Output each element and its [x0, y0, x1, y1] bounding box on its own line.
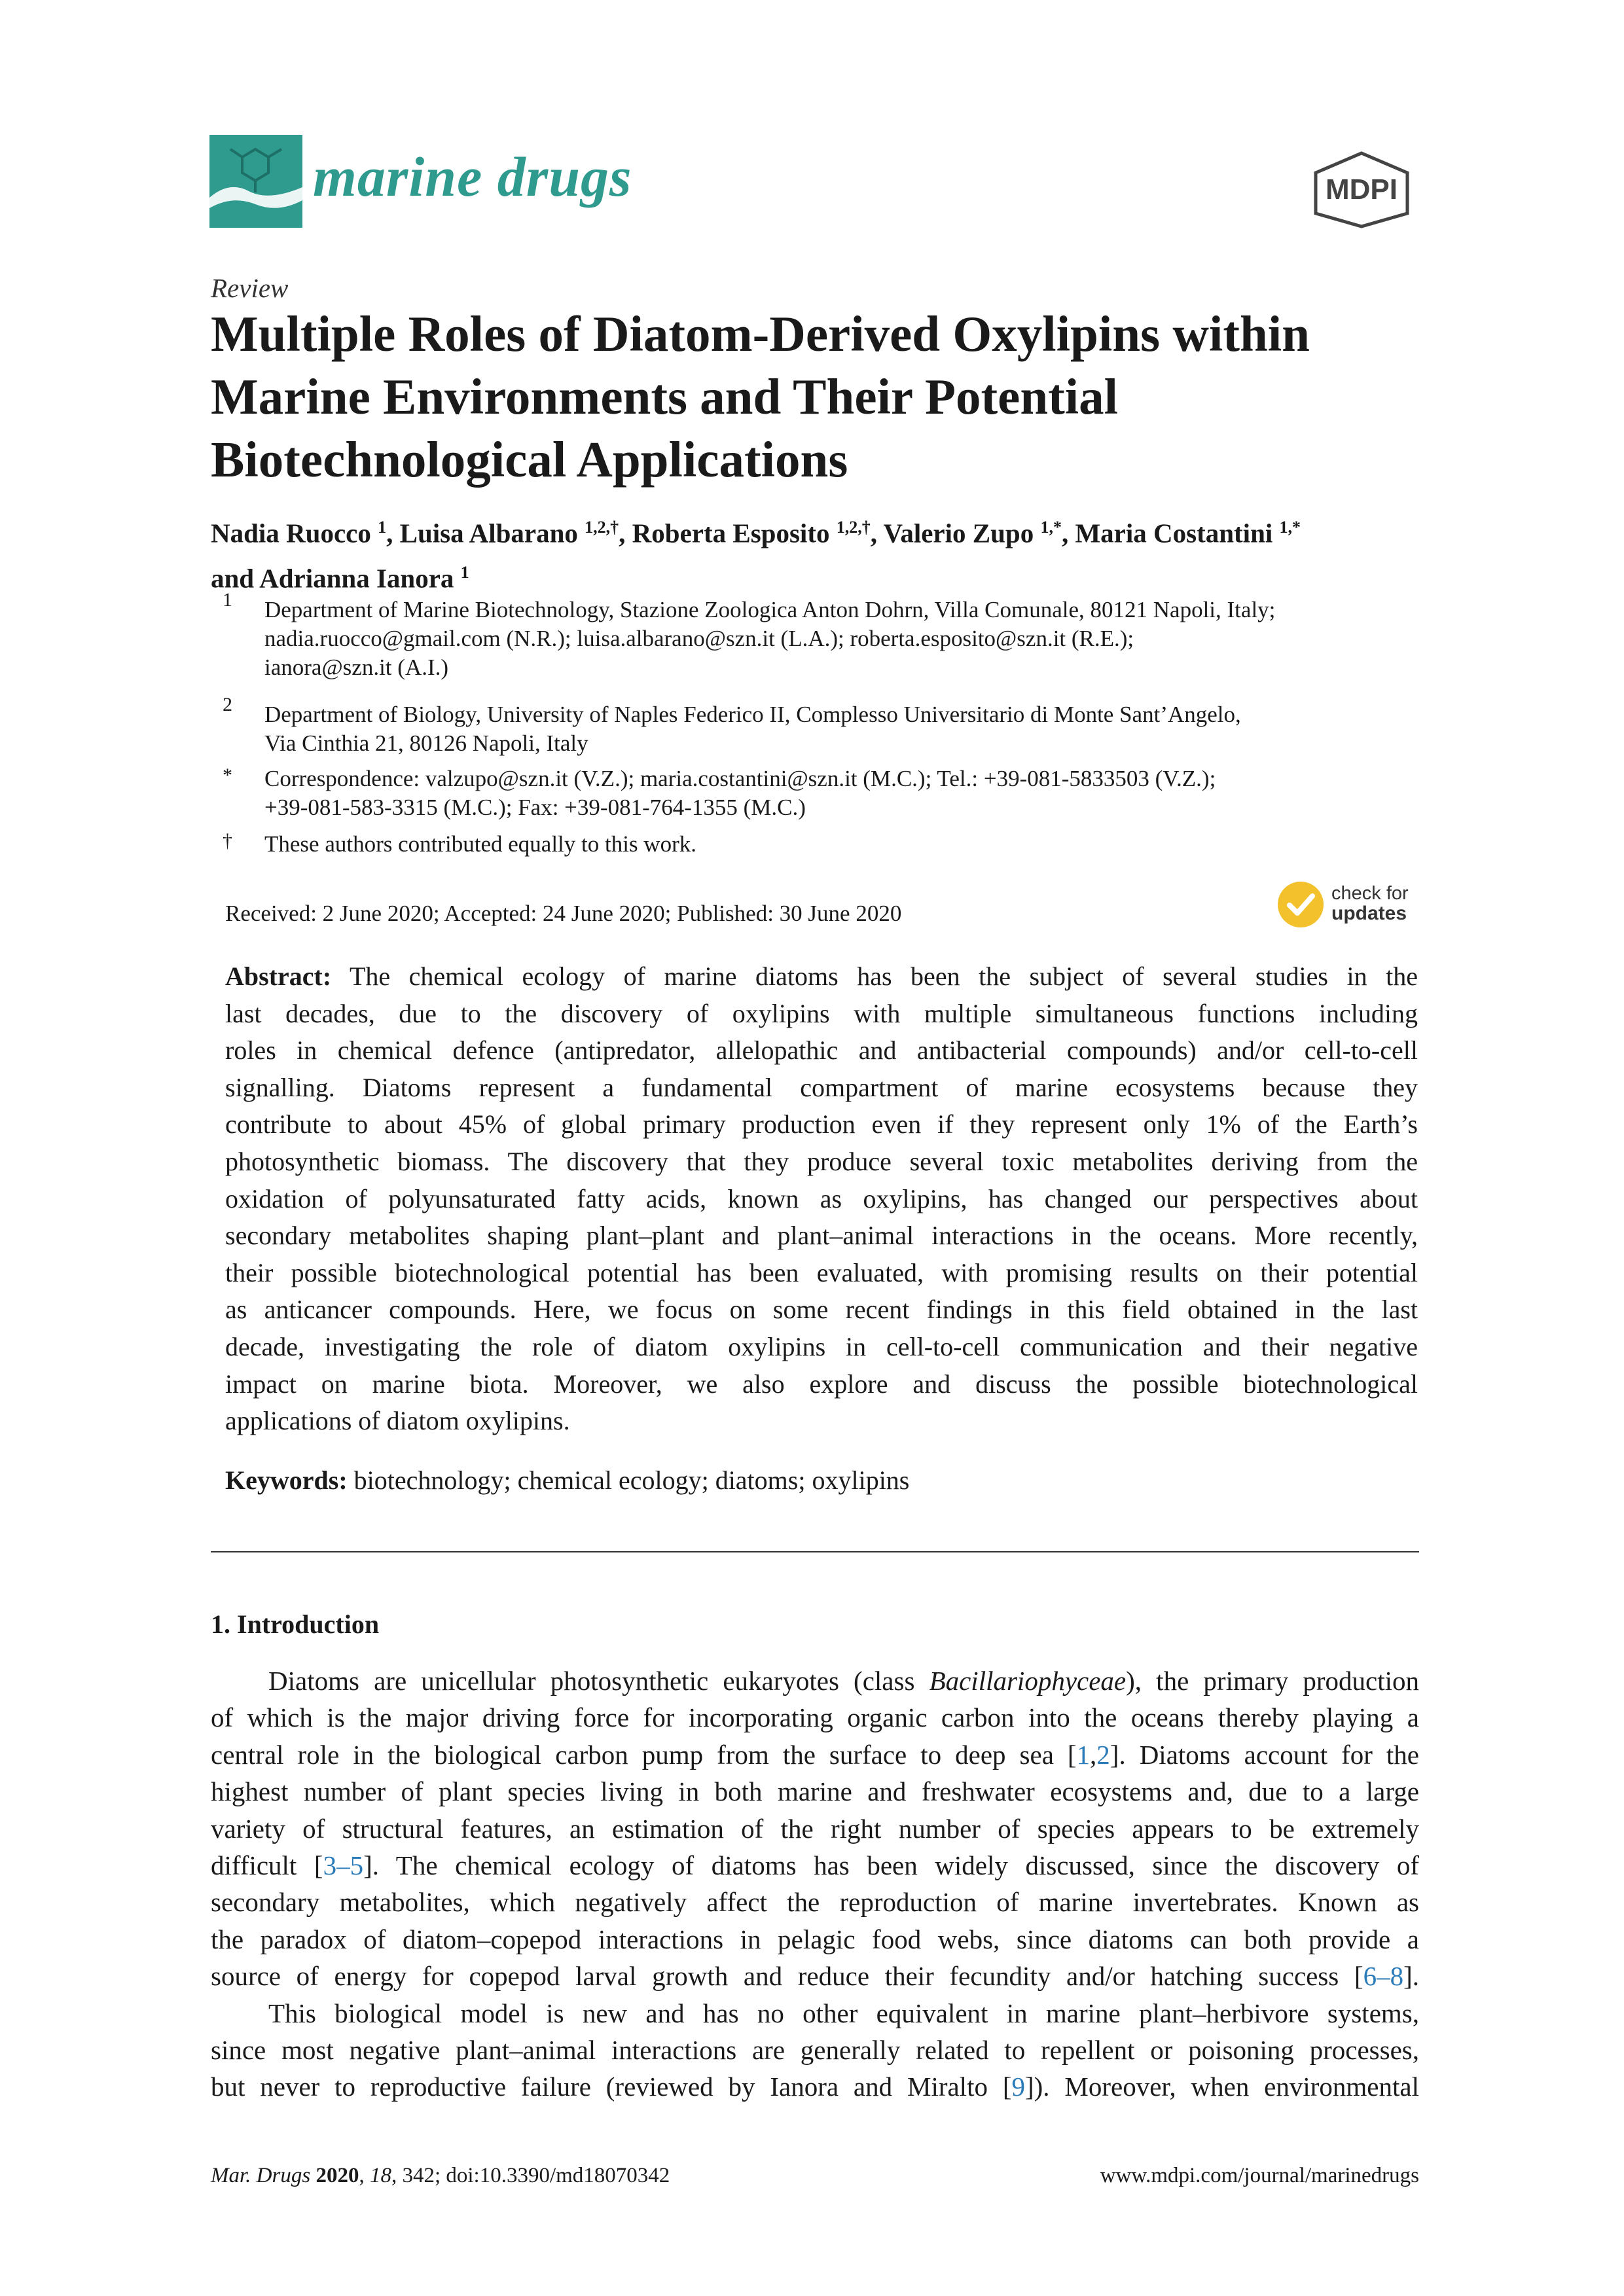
text-run: ]). Moreover, when environmental	[1024, 2072, 1419, 2102]
body-line: secondary metabolites, which negatively affect the reproduction of marine invertebrates. Known as	[211, 1887, 1419, 1918]
check-circle-icon	[1276, 880, 1325, 929]
abstract-line: their possible biotechnological potential has been evaluated, with promising results on their potential	[225, 1257, 1418, 1287]
body-line	[211, 1958, 1419, 1994]
abstract-line: last decades, due to the discovery of oxylipins with multiple simultaneous functions including	[225, 998, 1418, 1028]
text-run: ]. Diatoms account for the	[1110, 1739, 1420, 1770]
citation-link[interactable]: 1	[1076, 1739, 1091, 1770]
journal-logo-icon	[209, 135, 302, 228]
affiliation-marker: †	[223, 830, 232, 852]
text-run: but never to reproductive failure (reviewed by Ianora and Miralto [	[211, 2072, 1012, 2102]
body-line: of which is the major driving force for incorporating organic carbon into the oceans thereby playing a	[211, 1702, 1419, 1733]
text-run: source of energy for copepod larval growth and reduce their fecundity and/or hatching success [	[211, 1961, 1363, 1992]
author-affiliation-marker: 1	[378, 518, 387, 537]
text-run: difficult [	[211, 1850, 323, 1880]
abstract-line: impact on marine biota. Moreover, we also explore and discuss the possible biotechnological	[225, 1369, 1418, 1399]
article-type: Review	[211, 273, 289, 303]
keywords	[225, 1465, 909, 1496]
body-text	[211, 1662, 1419, 2106]
author-line	[211, 508, 1454, 553]
abstract-line: as anticancer compounds. Here, we focus on some recent findings in this field obtained in the last	[225, 1295, 1418, 1325]
section-divider	[211, 1551, 1419, 1552]
abstract-line: signalling. Diatoms represent a fundamental compartment of marine ecosystems because they	[225, 1072, 1418, 1102]
citation-link[interactable]: 3–5	[323, 1850, 364, 1880]
citation-link[interactable]: 6–8	[1363, 1961, 1404, 1992]
affiliation-marker: 1	[223, 589, 232, 611]
citation-link[interactable]: 9	[1011, 2072, 1025, 2102]
author: , Luisa Albarano	[386, 518, 585, 548]
footer-citation: Mar. Drugs 2020, 18, 342; doi:10.3390/md18070342	[211, 2164, 670, 2187]
body-line	[211, 2068, 1419, 2105]
text-run: ,	[1090, 1739, 1097, 1770]
author-affiliation-marker: 1,*	[1040, 518, 1062, 537]
taxon-name: Bacillariophyceae	[929, 1666, 1127, 1696]
footer-volume: 18	[369, 2164, 391, 2187]
abstract-line: decade, investigating the role of diatom oxylipins in cell-to-cell communication and their negative	[225, 1331, 1418, 1361]
abstract-line: oxidation of polyunsaturated fatty acids, known as oxylipins, has changed our perspectives about	[225, 1183, 1418, 1213]
text-run: ]. The chemical ecology of diatoms has been widely discussed, since the discovery of	[363, 1850, 1420, 1880]
check-for-updates-badge[interactable]	[1276, 880, 1427, 933]
body-line: the paradox of diatom–copepod interactions in pelagic food webs, since diatoms can both provide a	[211, 1924, 1419, 1954]
equal-contribution-note: These authors contributed equally to this work.	[264, 831, 696, 857]
keywords-label: Keywords:	[225, 1465, 348, 1495]
author: , Maria Costantini	[1061, 518, 1280, 548]
article-title	[211, 302, 1454, 491]
journal-name: marine drugs	[313, 145, 632, 208]
publication-dates: Received: 2 June 2020; Accepted: 24 June 2020; Published: 30 June 2020	[225, 901, 902, 926]
body-line	[211, 1847, 1419, 1884]
abstract-line	[225, 958, 1418, 996]
section-heading: 1. Introduction	[211, 1609, 380, 1639]
correspondence-line: +39-081-583-3315 (M.C.); Fax: +39-081-764-1355 (M.C.)	[264, 795, 806, 820]
text-run: ), the primary production	[1126, 1666, 1419, 1696]
affiliation-line: Department of Marine Biotechnology, Stazione Zoologica Anton Dohrn, Villa Comunale, 80121 Napoli, Italy;	[264, 597, 1276, 622]
publisher-name: MDPI	[1326, 173, 1398, 206]
author: Nadia Ruocco	[211, 518, 378, 548]
author: , Valerio Zupo	[870, 518, 1041, 548]
abstract	[225, 958, 1418, 1440]
author: , Roberta Esposito	[619, 518, 837, 548]
text-run: ].	[1403, 1961, 1419, 1992]
footer-doi[interactable]: , 342; doi:10.3390/md18070342	[391, 2164, 670, 2187]
mdpi-logo-icon	[1303, 149, 1420, 230]
affiliation-marker: *	[223, 764, 232, 786]
body-line: since most negative plant–animal interactions are generally related to repellent or poisoning processes,	[211, 2034, 1419, 2065]
keywords-text: biotechnology; chemical ecology; diatoms; oxylipins	[347, 1465, 910, 1495]
footer-year: 2020	[316, 2164, 359, 2187]
abstract-line: roles in chemical defence (antipredator, allelopathic and antibacterial compounds) and/or cell-to-cell	[225, 1035, 1418, 1066]
correspondence-line: Correspondence: valzupo@szn.it (V.Z.); maria.costantini@szn.it (M.C.); Tel.: +39-081-5833503 (V.Z.);	[264, 766, 1216, 791]
text-run: Diatoms are unicellular photosynthetic eukaryotes (class	[268, 1666, 929, 1696]
abstract-line: contribute to about 45% of global primary production even if they represent only 1% of the Earth’s	[225, 1109, 1418, 1139]
abstract-line: photosynthetic biomass. The discovery that they produce several toxic metabolites deriving from the	[225, 1146, 1418, 1176]
author-line	[211, 553, 1454, 598]
affiliation-marker: 2	[223, 694, 232, 715]
abstract-line: secondary metabolites shaping plant–plant and plant–animal interactions in the oceans. More recently,	[225, 1221, 1418, 1251]
author-affiliation-marker: 1	[460, 562, 469, 582]
author: and Adrianna Ianora	[211, 563, 461, 594]
abstract-label: Abstract:	[225, 961, 332, 991]
body-line	[211, 1736, 1419, 1773]
author-list	[211, 508, 1454, 598]
check-badge-line2: updates	[1331, 903, 1407, 924]
title-line: Multiple Roles of Diatom-Derived Oxylipins within	[211, 306, 1310, 362]
author-affiliation-marker: 1,*	[1279, 518, 1301, 537]
citation-link[interactable]: 2	[1096, 1739, 1110, 1770]
footer-journal: Mar. Drugs	[211, 2164, 311, 2187]
check-badge-line1: check for	[1331, 883, 1409, 904]
abstract-text: The chemical ecology of marine diatoms has been the subject of several studies in the	[331, 961, 1418, 991]
title-line: Marine Environments and Their Potential	[211, 368, 1119, 425]
author-affiliation-marker: 1,2,†	[836, 518, 871, 537]
title-line: Biotechnological Applications	[211, 431, 848, 488]
affiliation-line: ianora@szn.it (A.I.)	[264, 655, 449, 680]
author-affiliation-marker: 1,2,†	[585, 518, 619, 537]
affiliation-line: Via Cinthia 21, 80126 Napoli, Italy	[264, 730, 588, 756]
body-line: highest number of plant species living in both marine and freshwater ecosystems and, due to a large	[211, 1776, 1419, 1807]
body-line: This biological model is new and has no other equivalent in marine plant–herbivore systems,	[268, 1998, 1419, 2028]
abstract-line: applications of diatom oxylipins.	[225, 1406, 570, 1436]
affiliation-line: nadia.ruocco@gmail.com (N.R.); luisa.albarano@szn.it (L.A.); roberta.esposito@szn.it (R.E.);	[264, 626, 1134, 651]
body-line: variety of structural features, an estimation of the right number of species appears to be extremely	[211, 1813, 1419, 1844]
footer-journal-url[interactable]: www.mdpi.com/journal/marinedrugs	[1100, 2164, 1419, 2187]
body-line	[211, 1662, 1419, 1699]
text-run: central role in the biological carbon pump from the surface to deep sea [	[211, 1739, 1077, 1770]
affiliation-line: Department of Biology, University of Naples Federico II, Complesso Universitario di Monte Sant’Angelo,	[264, 702, 1241, 727]
